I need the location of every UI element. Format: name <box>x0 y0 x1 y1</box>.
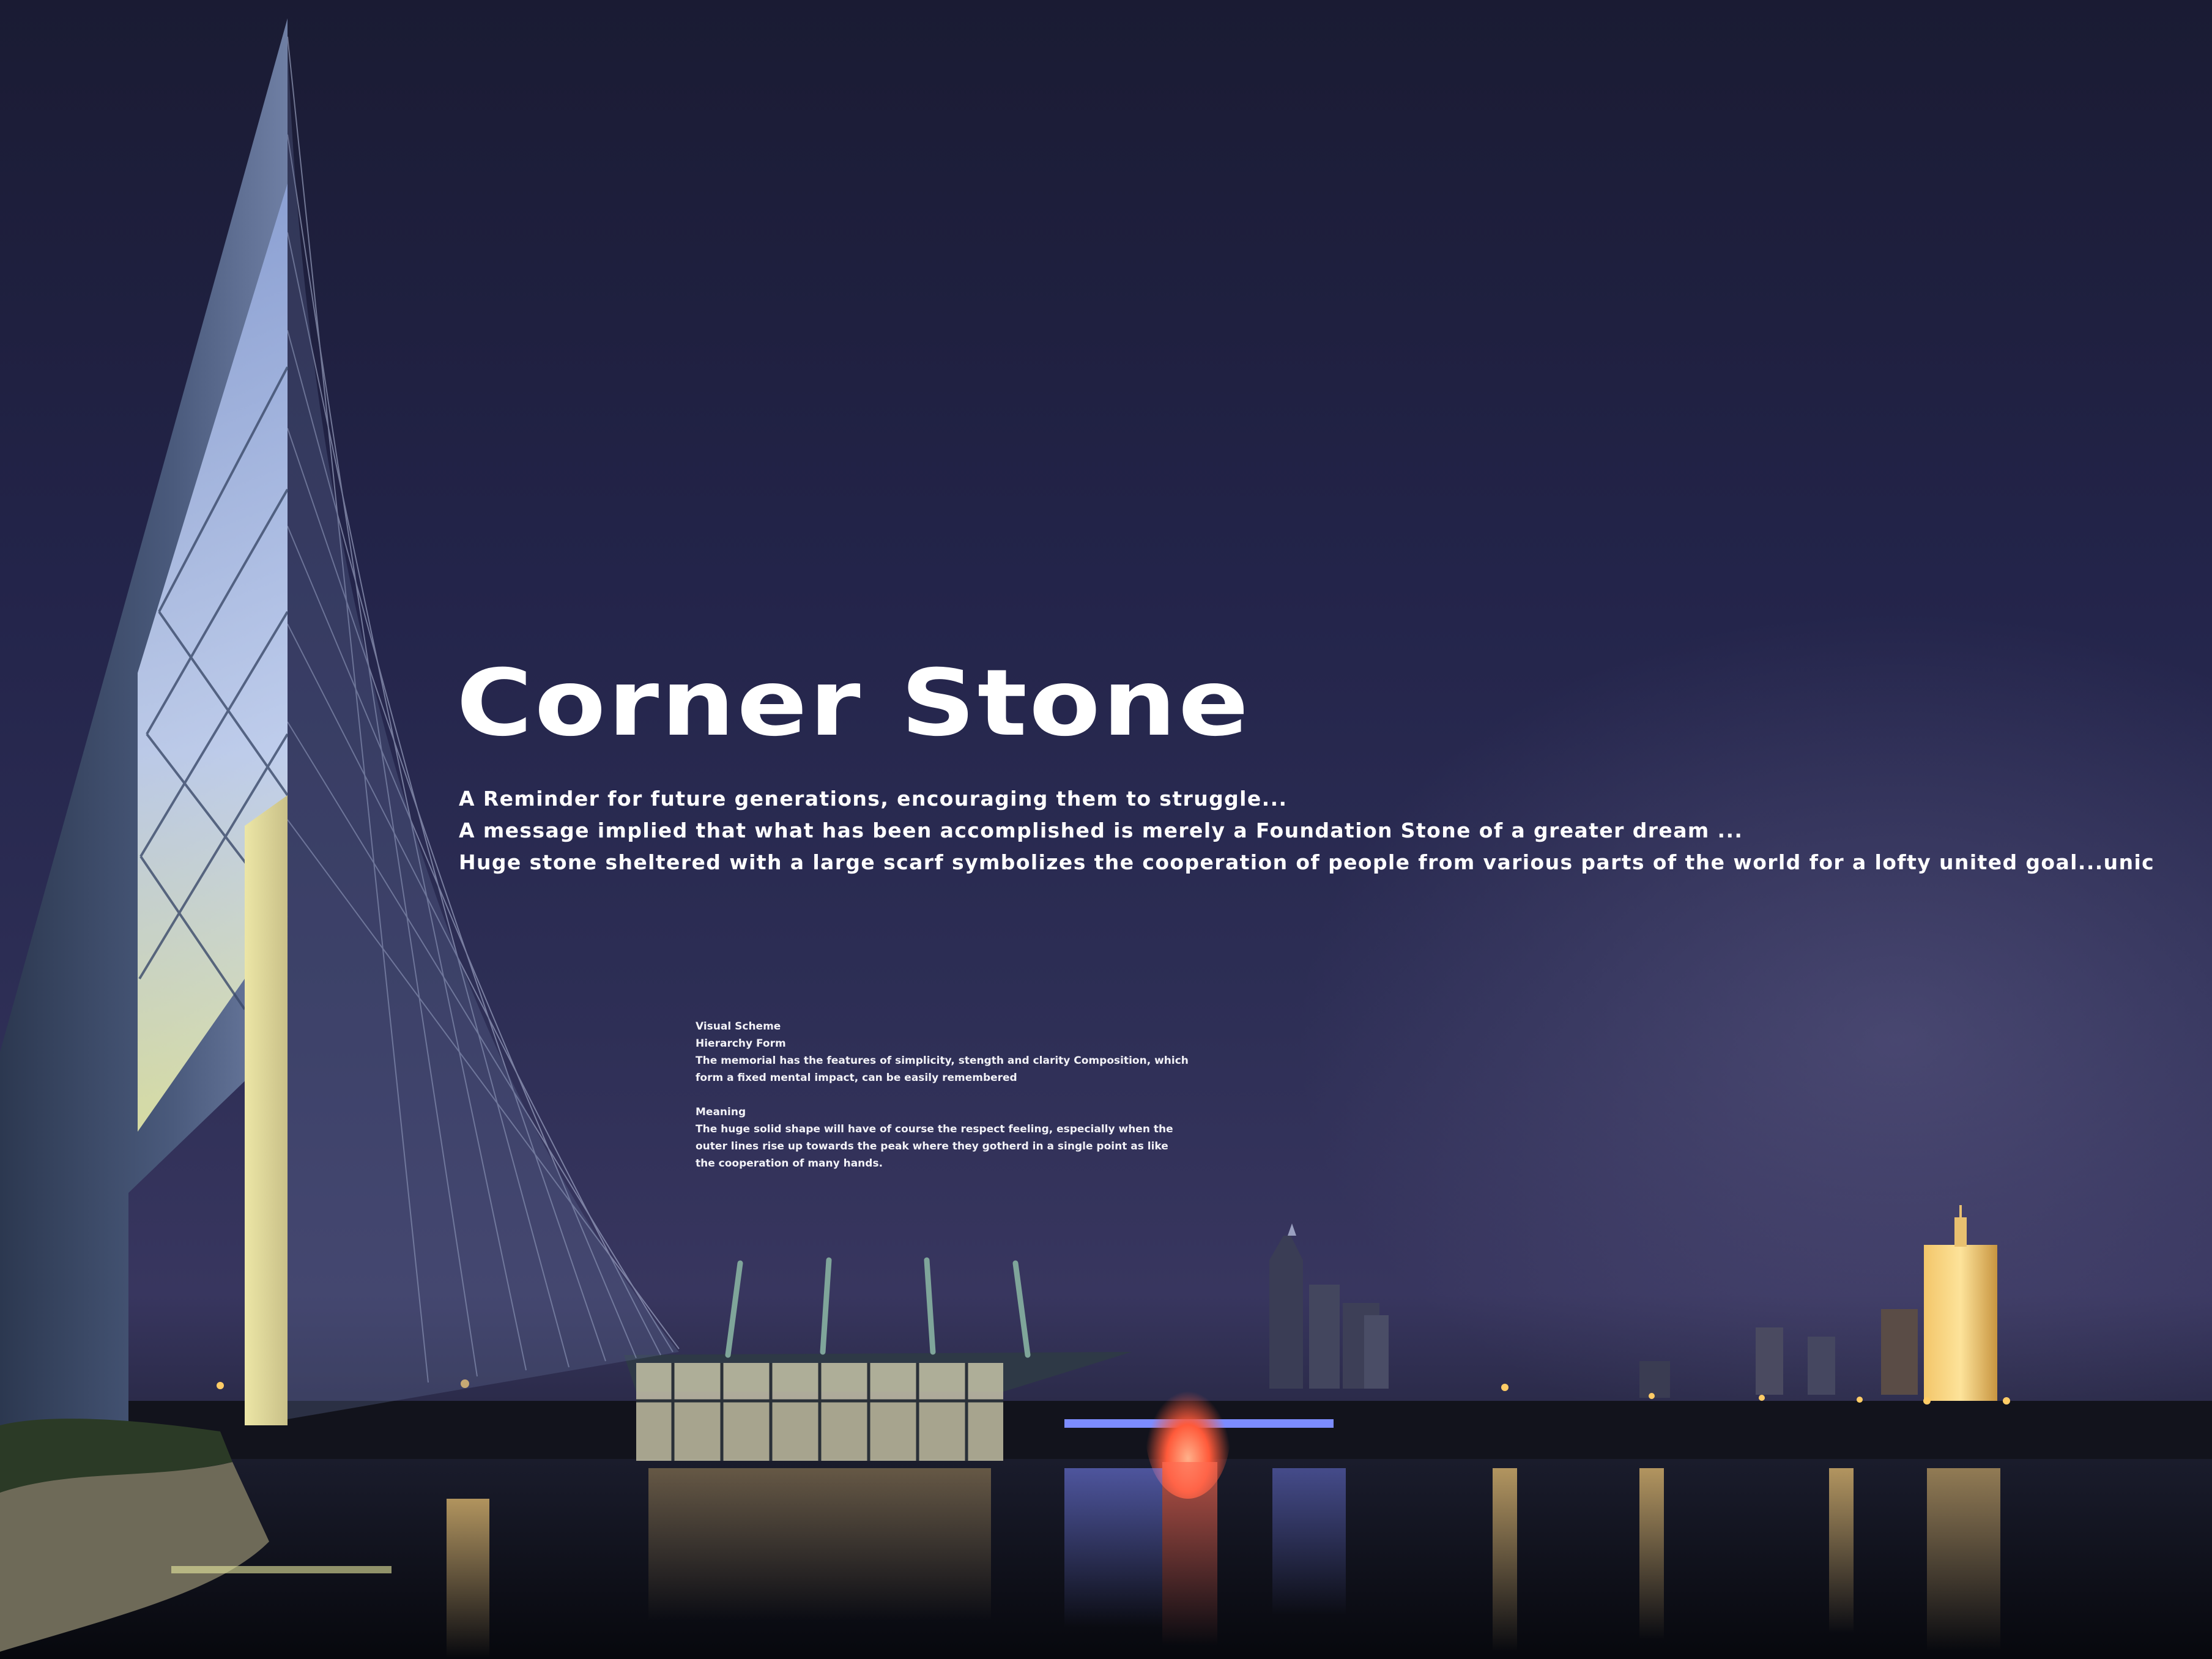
section-subheading: Hierarchy Form <box>696 1037 786 1050</box>
description-line: form a fixed mental impact, can be easily remembered <box>696 1072 1017 1084</box>
tagline: A Reminder for future generations, encouraging them to struggle... <box>459 787 1288 811</box>
tagline-group <box>459 783 2212 878</box>
section-heading: Visual Scheme <box>696 1020 781 1033</box>
description-block <box>696 1018 1368 1172</box>
description-line: outer lines rise up towards the peak where they gotherd in a single point as like <box>696 1140 1168 1152</box>
city-skyline <box>1269 1205 1997 1419</box>
description-line: The huge solid shape will have of course the respect feeling, especially when the <box>696 1123 1173 1135</box>
tower-core <box>245 795 288 1425</box>
tagline: A message implied that what has been accomplished is merely a Foundation Stone of a greater dream ... <box>459 818 1743 842</box>
description-line: the cooperation of many hands. <box>696 1157 883 1170</box>
page-title: Corner Stone <box>456 650 1251 757</box>
description-line: The memorial has the features of simplicity, stength and clarity Composition, which <box>696 1055 1189 1067</box>
section-heading: Meaning <box>696 1106 746 1118</box>
tagline: Huge stone sheltered with a large scarf symbolizes the cooperation of people from various parts of the world for a lofty united goal...unic <box>459 850 2155 874</box>
golden-tower <box>1924 1245 1997 1419</box>
